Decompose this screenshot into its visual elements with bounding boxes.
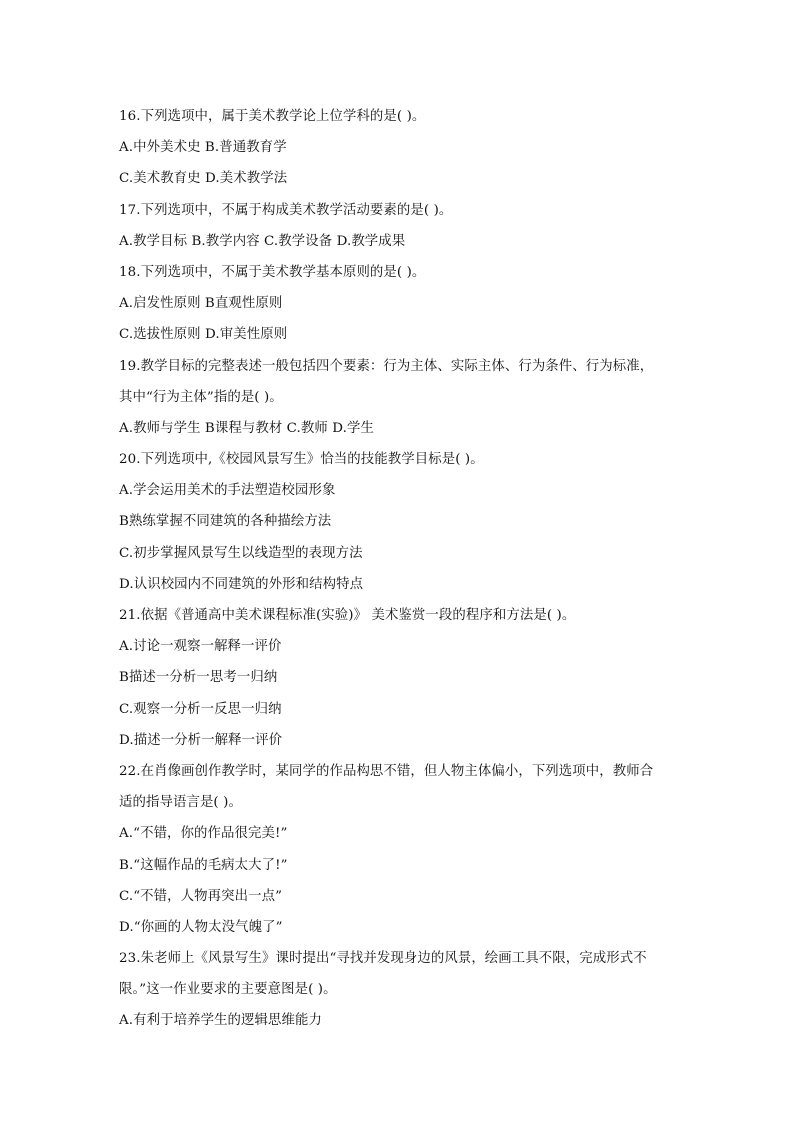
question-block [119, 943, 679, 1037]
question-list [119, 101, 679, 1037]
question-stem-line: 21.依据《普通高中美术课程标准(实验)》 美术鉴赏一段的程序和方法是( )。 [119, 608, 576, 623]
answer-options-line: B.“这幅作品的毛病太大了!” [119, 857, 288, 873]
question-stem-line: 22.在肖像画创作教学时，某同学的作品构思不错，但人物主体偏小，下列选项中，教师合 [119, 763, 654, 779]
question-stem-line: 限。”这一作业要求的主要意图是( )。 [119, 982, 337, 998]
question-stem-line: 18.下列选项中，不属于美术教学基本原则的是( )。 [119, 264, 426, 280]
question-stem-line: 其中“行为主体”指的是( )。 [119, 389, 283, 405]
answer-options-line: B熟练掌握不同建筑的各种描绘方法 [119, 514, 332, 530]
question-stem-line: 23.朱老师上《风景写生》课时提出“寻找并发现身边的风景，绘画工具不限，完成形式不 [119, 951, 647, 967]
question-stem-line: 19.教学目标的完整表述一般包括四个要素：行为主体、实际主体、行为条件、行为标准， [119, 358, 654, 374]
question-block [119, 257, 679, 351]
answer-options-line: B描述一分析一思考一归纳 [119, 670, 278, 686]
answer-options-line: C.初步掌握风景写生以线造型的表现方法 [119, 545, 363, 561]
question-stem-line: 17.下列选项中，不属于构成美术教学活动要素的是( )。 [119, 202, 453, 218]
answer-options-line: C.选拔性原则 D.审美性原则 [119, 327, 288, 343]
answer-options-line: D.“你画的人物太没气魄了” [119, 919, 283, 935]
question-block [119, 195, 679, 257]
answer-options-line: A.讨论一观察一解释一评价 [119, 639, 282, 655]
answer-options-line: C.美术教育史 D.美术教学法 [119, 171, 288, 187]
question-block [119, 756, 679, 943]
answer-options-line: A.教学目标 B.教学内容 C.教学设备 D.教学成果 [119, 233, 406, 249]
answer-options-line: A.学会运用美术的手法塑造校园形象 [119, 483, 336, 499]
answer-options-line: A.有利于培养学生的逻辑思维能力 [119, 1013, 322, 1029]
answer-options-line: A.启发性原则 B直观性原则 [119, 296, 283, 312]
question-block [119, 351, 679, 445]
answer-options-line: D.描述一分析一解释一评价 [119, 732, 283, 748]
answer-options-line: A.教师与学生 B课程与教材 C.教师 D.学生 [119, 420, 374, 436]
question-block [119, 444, 679, 600]
answer-options-line: D.认识校园内不同建筑的外形和结构特点 [119, 576, 364, 592]
question-stem-line: 20.下列选项中,《校园风景写生》恰当的技能教学目标是( )。 [119, 452, 484, 468]
question-block [119, 101, 679, 195]
answer-options-line: A.“不错，你的作品很完美!” [119, 826, 288, 842]
question-stem-line: 16.下列选项中，属于美术教学论上位学科的是( )。 [119, 109, 426, 124]
answer-options-line: A.中外美术史 B.普通教育学 [119, 140, 287, 156]
question-block [119, 600, 679, 756]
answer-options-line: C.“不错，人物再突出一点” [119, 888, 283, 904]
answer-options-line: C.观察一分析一反思一归纳 [119, 701, 282, 717]
question-stem-line: 适的指导语言是( )。 [119, 795, 242, 811]
